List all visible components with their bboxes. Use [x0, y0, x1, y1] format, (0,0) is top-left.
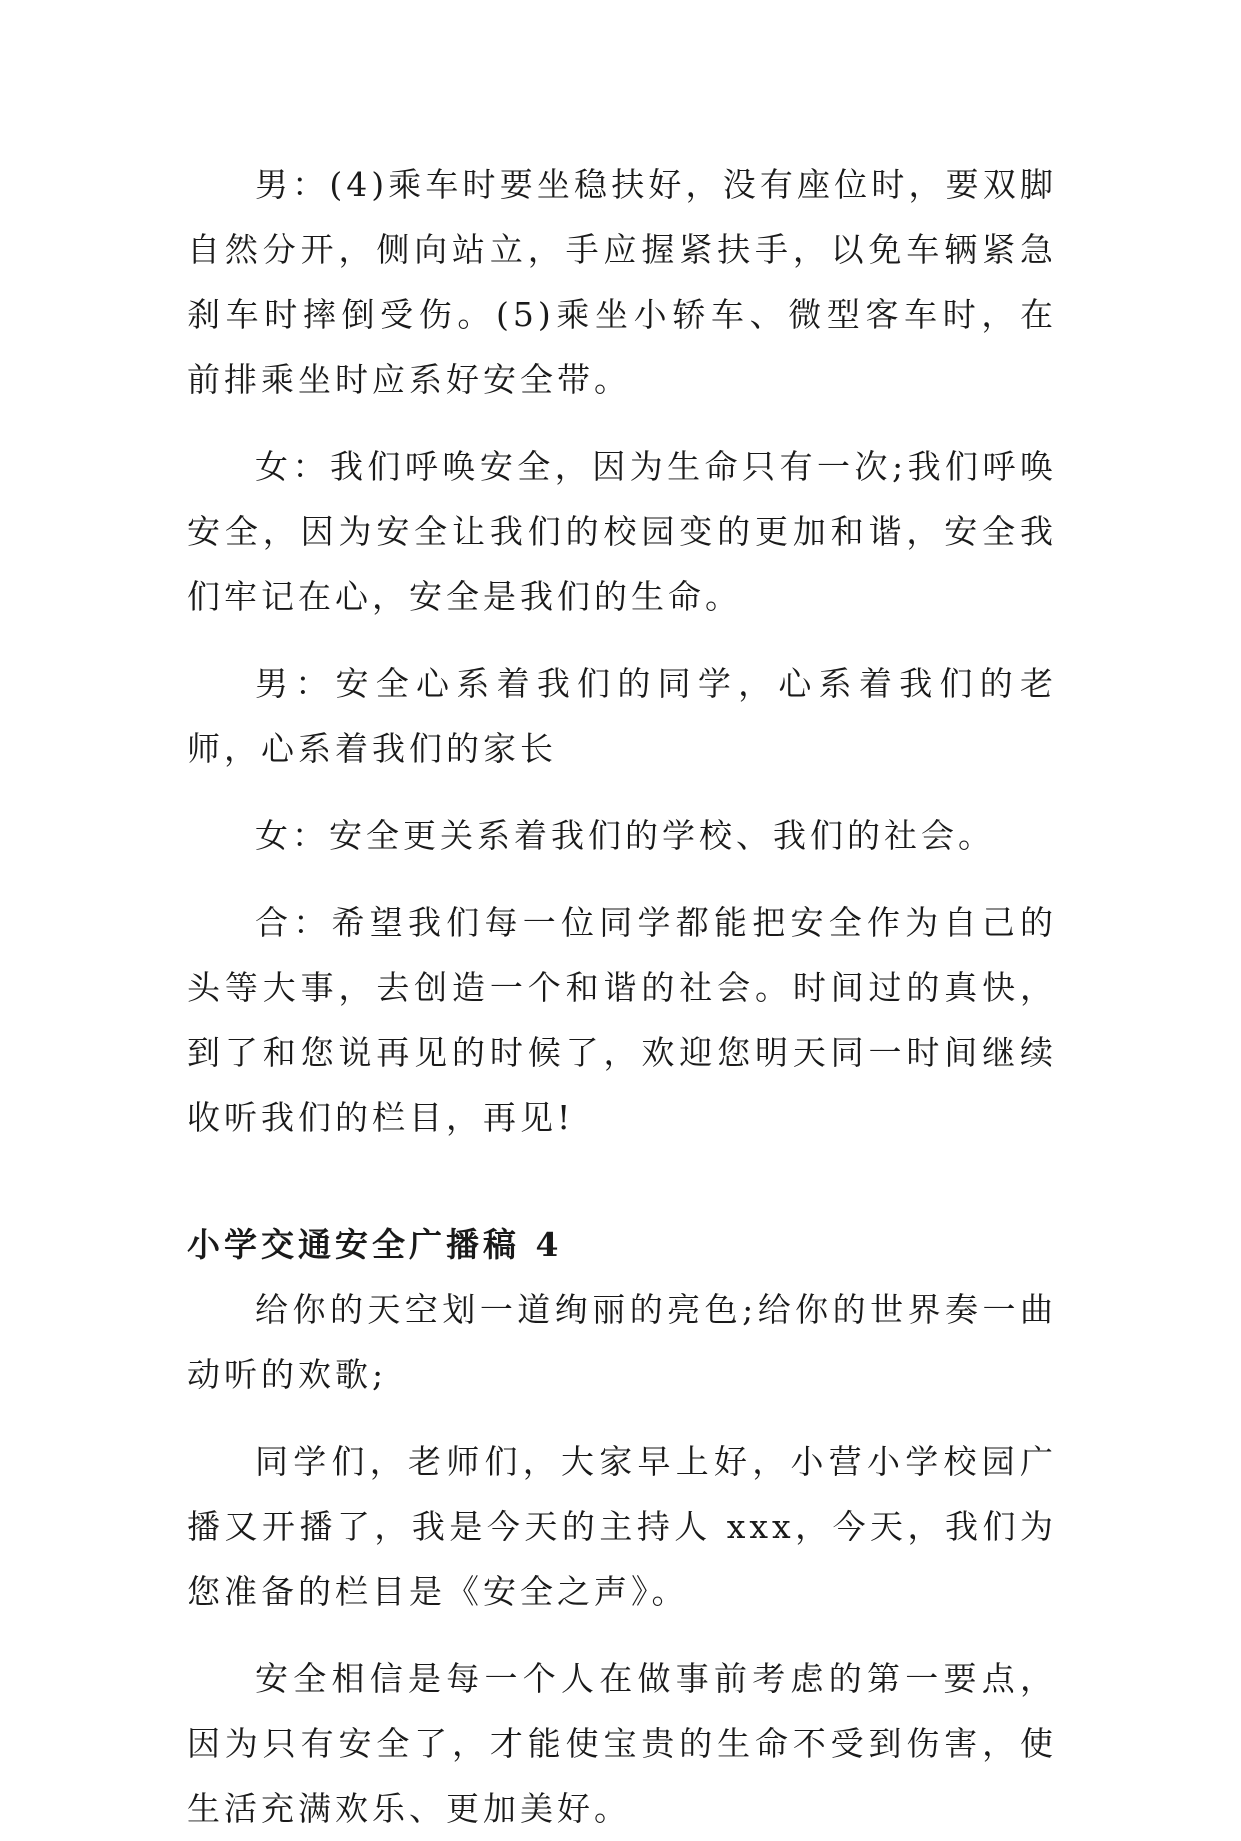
paragraph-greeting: 同学们，老师们，大家早上好，小营小学校园广播又开播了，我是今天的主持人 xxx，今天，我们为您准备的栏目是《安全之声》。	[187, 1442, 1057, 1611]
paragraph-female-call-safety: 女：我们呼唤安全，因为生命只有一次;我们呼唤安全，因为安全让我们的校园变的更加和谐，安全我们牢记在心，安全是我们的生命。	[187, 447, 1057, 616]
document-page	[187, 152, 1057, 1841]
paragraph-opening-lines: 给你的天空划一道绚丽的亮色;给你的世界奏一曲动听的欢歌;	[187, 1290, 1057, 1394]
paragraph-male-safety-care: 男：安全心系着我们的同学，心系着我们的老师，心系着我们的家长	[187, 664, 1057, 768]
section-title: 小学交通安全广播稿 4	[187, 1225, 563, 1264]
paragraph-together-closing: 合：希望我们每一位同学都能把安全作为自己的头等大事，去创造一个和谐的社会。时间过的真快，到了和您说再见的时候了，欢迎您明天同一时间继续收听我们的栏目，再见!	[187, 903, 1057, 1137]
paragraph-male-safety-tips: 男：(4)乘车时要坐稳扶好，没有座位时，要双脚自然分开，侧向站立，手应握紧扶手，以免车辆紧急刹车时摔倒受伤。(5)乘坐小轿车、微型客车时，在前排乘坐时应系好安全带。	[187, 165, 1057, 399]
paragraph-female-school-society: 女：安全更关系着我们的学校、我们的社会。	[255, 816, 995, 855]
paragraph-safety-first: 安全相信是每一个人在做事前考虑的第一要点，因为只有安全了，才能使宝贵的生命不受到伤害，使生活充满欢乐、更加美好。	[187, 1659, 1057, 1828]
